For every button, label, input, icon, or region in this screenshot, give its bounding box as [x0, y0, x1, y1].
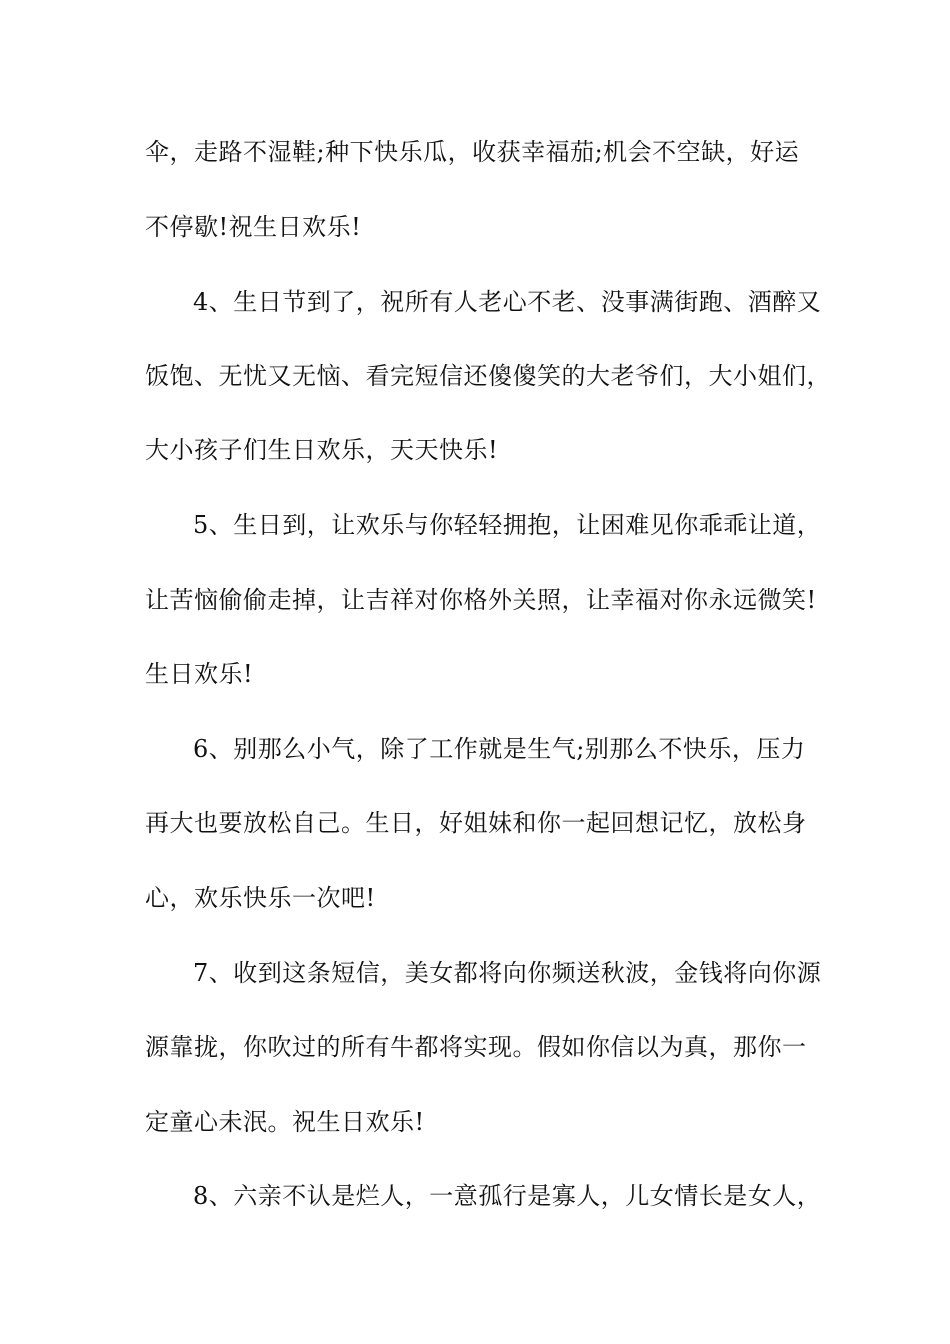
paragraph-6-start: 6、别那么小气，除了工作就是生气;别那么不快乐，压力 [193, 735, 806, 763]
text-line: 大小孩子们生日欢乐，天天快乐! [145, 436, 499, 464]
text-line: 让苦恼偷偷走掉，让吉祥对你格外关照，让幸福对你永远微笑! [145, 586, 817, 614]
paragraph-4-start: 4、生日节到了，祝所有人老心不老、没事满街跑、酒醉又 [193, 288, 822, 316]
text-line: 生日欢乐! [145, 660, 254, 688]
text-line: 定童心未泯。祝生日欢乐! [145, 1108, 425, 1136]
text-line: 饭饱、无忧又无恼、看完短信还傻傻笑的大老爷们，大小姐们， [145, 362, 831, 390]
paragraph-5-start: 5、生日到，让欢乐与你轻轻拥抱，让困难见你乖乖让道， [193, 511, 822, 539]
text-line: 伞，走路不湿鞋;种下快乐瓜，收获幸福茄;机会不空缺，好运 [145, 138, 800, 166]
paragraph-8-start: 8、六亲不认是烂人，一意孤行是寡人，儿女情长是女人， [193, 1182, 822, 1210]
text-line: 不停歇!祝生日欢乐! [145, 213, 362, 241]
text-line: 再大也要放松自己。生日，好姐妹和你一起回想记忆，放松身 [145, 809, 807, 837]
text-line: 心，欢乐快乐一次吧! [145, 884, 376, 912]
text-line: 源靠拢，你吹过的所有牛都将实现。假如你信以为真，那你一 [145, 1033, 807, 1061]
paragraph-7-start: 7、收到这条短信，美女都将向你频送秋波，金钱将向你源 [193, 959, 822, 987]
